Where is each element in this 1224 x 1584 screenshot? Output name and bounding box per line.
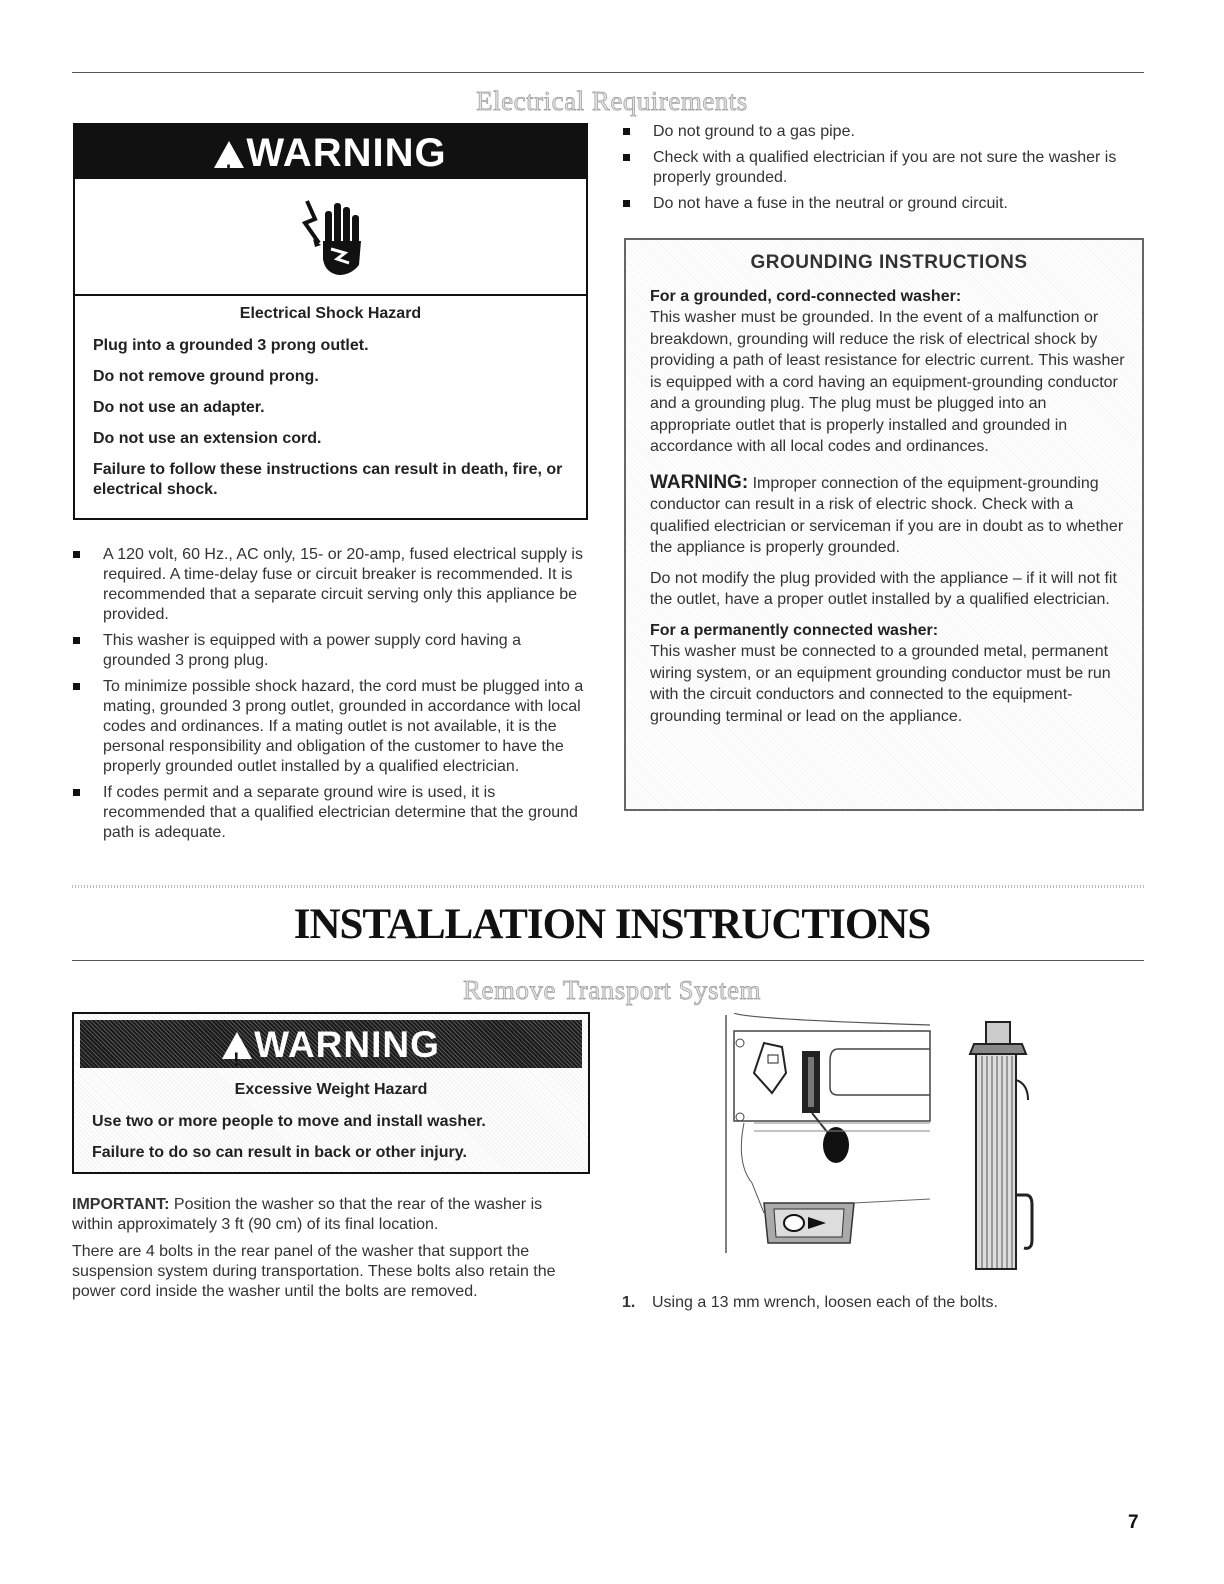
section-title-electrical: Electrical Requirements <box>476 86 748 116</box>
top-rule <box>72 72 1144 73</box>
list-item: To minimize possible shock hazard, the cord must be plugged into a mating, grounded 3 prong outlet, grounded in accordance with local codes and ordinances. If a mating outlet is not available, it is the personal responsibility and obligation of the customer to have the properly grounded outlet installed by a qualified electrician. <box>73 677 585 777</box>
heading-rule <box>72 960 1144 961</box>
grounding-subhead-permanent: For a permanently connected washer: <box>650 621 939 639</box>
important-label: IMPORTANT: <box>72 1196 170 1213</box>
grounding-paragraph: Do not modify the plug provided with the appliance – if it will not fit the outlet, have a proper outlet installed by a qualified electrician. <box>650 569 1117 608</box>
step-text: Using a 13 mm wrench, loosen each of the bolts. <box>652 1294 998 1311</box>
warning-box-weight <box>72 1012 590 1174</box>
list-item: Do not ground to a gas pipe. <box>623 122 1128 142</box>
warning-line: Failure to follow these instructions can result in death, fire, or electrical shock. <box>93 461 563 498</box>
shock-icon-area <box>75 179 586 296</box>
grounding-warning-label: WARNING: <box>650 471 749 493</box>
warning-line: Do not use an extension cord. <box>93 430 322 447</box>
warning-triangle-icon <box>222 1032 252 1059</box>
warning-line: Plug into a grounded 3 prong outlet. <box>93 337 369 354</box>
grounding-bullet-list <box>623 122 1128 220</box>
section-title-transport: Remove Transport System <box>462 975 762 1005</box>
page-heading: INSTALLATION INSTRUCTIONS <box>293 901 931 948</box>
transport-paragraph: There are 4 bolts in the rear panel of the washer that support the suspension system during transportation. These bolts also retain the power cord inside the washer until the bolts are removed. <box>72 1243 556 1300</box>
grounding-warning-text: Improper connection of the equipment-grounding conductor can result in a risk of electric shock. Check with a qualified electrician or serviceman if you are in doubt as to whether the appliance is properly grounded. <box>650 474 1124 556</box>
warning-box-electrical <box>73 123 588 520</box>
warning-header <box>80 1020 582 1068</box>
warning-line: Use two or more people to move and install washer. <box>92 1113 486 1130</box>
grounding-paragraph: This washer must be grounded. In the event of a malfunction or breakdown, grounding will reduce the risk of electrical shock by providing a path of least resistance for electric current. This washer is equipped with a cord having an equipment-grounding conductor and a grounding plug. The plug must be plugged into an appropriate outlet that is properly installed and grounded in accordance with all local codes and ordinances. <box>650 309 1125 455</box>
hazard-title: Excessive Weight Hazard <box>234 1081 428 1098</box>
grounding-paragraph: This washer must be connected to a grounded metal, permanent wiring system, or an equipment grounding conductor must be run with the circuit conductors and connected to the equipment-grounding terminal or lead on the appliance. <box>650 643 1111 725</box>
list-item: A 120 volt, 60 Hz., AC only, 15- or 20-amp, fused electrical supply is required. A time-delay fuse or circuit breaker is recommended. It is recommended that a separate circuit serving only this appliance be provided. <box>73 545 585 625</box>
important-note <box>72 1195 586 1235</box>
grounding-title: GROUNDING INSTRUCTIONS <box>750 252 1028 273</box>
washer-rear-panel-illustration <box>724 1013 934 1253</box>
grounding-instructions-box <box>624 238 1144 811</box>
transport-bolt-illustration <box>966 1020 1036 1275</box>
warning-label: WARNING <box>254 1024 440 1065</box>
grounding-warning <box>650 472 1128 559</box>
page-number: 7 <box>1128 1512 1139 1533</box>
transport-instructions <box>72 1195 586 1309</box>
electrical-bullet-list <box>73 545 585 849</box>
warning-label: WARNING <box>246 131 447 175</box>
step-number: 1. <box>622 1294 636 1311</box>
warning-line: Do not remove ground prong. <box>93 368 319 385</box>
warning-triangle-icon <box>214 141 244 168</box>
warning-header <box>75 125 586 179</box>
electrical-shock-icon <box>301 193 371 283</box>
warning-line: Do not use an adapter. <box>93 399 265 416</box>
transport-step <box>622 1293 1142 1313</box>
warning-line: Failure to do so can result in back or other injury. <box>92 1144 467 1161</box>
section-separator <box>72 885 1144 888</box>
grounding-subhead-cord: For a grounded, cord-connected washer: <box>650 287 962 305</box>
list-item: If codes permit and a separate ground wire is used, it is recommended that a qualified electrician determine that the ground path is adequate. <box>73 783 585 843</box>
hazard-title: Electrical Shock Hazard <box>239 305 422 322</box>
list-item: This washer is equipped with a power supply cord having a grounded 3 prong plug. <box>73 631 585 671</box>
important-text: Position the washer so that the rear of the washer is within approximately 3 ft (90 cm) of its final location. <box>72 1196 543 1233</box>
list-item: Check with a qualified electrician if you are not sure the washer is properly grounded. <box>623 148 1128 188</box>
list-item: Do not have a fuse in the neutral or ground circuit. <box>623 194 1128 214</box>
